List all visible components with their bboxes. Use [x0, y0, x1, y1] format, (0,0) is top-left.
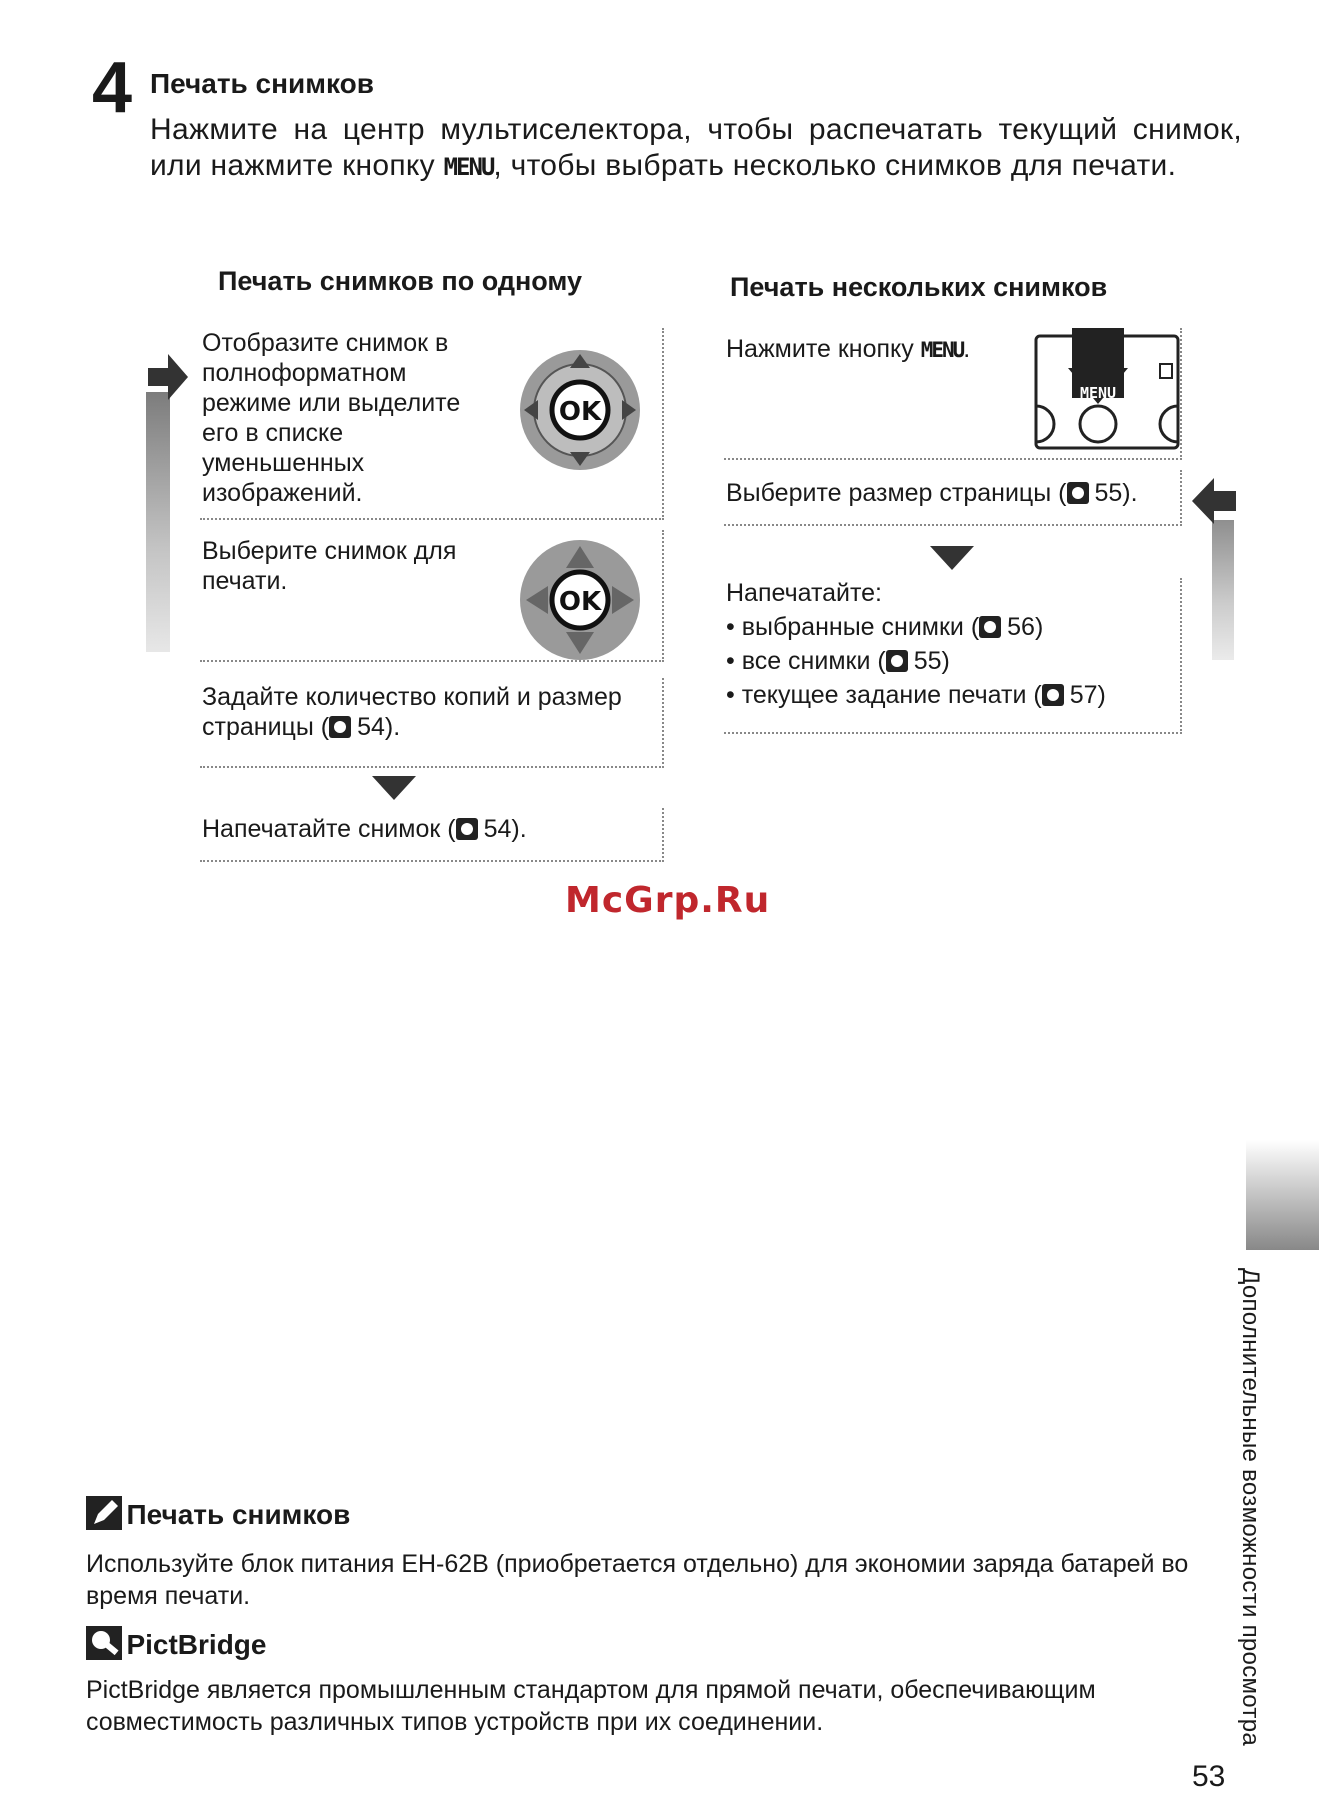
step-text-part1: Нажмите на центр мультиселектора, чтобы распечатать текущий снимок, или нажмите кнопку — [150, 113, 1242, 182]
note-print-title: Печать снимков — [126, 1499, 351, 1530]
pencil-note-icon — [86, 1496, 122, 1530]
flow-box-3 — [200, 678, 664, 768]
section-side-label: Дополнительные возможности просмотра — [1237, 1268, 1264, 1747]
multiselector-ok-icon — [518, 348, 642, 472]
flow-box-3-text — [202, 682, 622, 742]
step-number: 4 — [92, 48, 133, 128]
arrow-right-icon — [146, 352, 190, 402]
flow-box-1 — [200, 328, 664, 520]
section-tab-marker — [1246, 1140, 1319, 1250]
bullet-item: • выбранные снимки ( 56) — [726, 613, 1044, 641]
left-column-heading: Печать снимков по одному — [218, 266, 583, 296]
select-page: 55). — [1094, 479, 1138, 507]
page-reference-icon — [329, 716, 351, 738]
camera-menu-label: MENU — [1079, 384, 1117, 402]
step-text-part2: , чтобы выбрать несколько снимков для печати. — [493, 149, 1177, 182]
note-print-heading — [86, 1496, 350, 1531]
pictbridge-icon — [86, 1626, 122, 1660]
box4-text: Напечатайте снимок ( — [202, 815, 456, 843]
press-text: Нажмите кнопку — [726, 335, 921, 363]
flow-box-page-size — [724, 470, 1182, 526]
box3-page: 54). — [357, 713, 401, 741]
menu-button-label: MENU — [443, 153, 494, 181]
page-reference-icon — [886, 650, 908, 672]
flow-side-marker — [146, 392, 170, 652]
camera-menu-button-icon — [1032, 328, 1182, 454]
step-description — [150, 112, 1242, 185]
watermark: McGrp.Ru — [565, 880, 771, 921]
flow-box-2-text: Выберите снимок для печати. — [202, 537, 457, 595]
select-size-text — [726, 478, 1138, 508]
multiselector-ok-icon-2 — [518, 538, 642, 662]
step-title: Печать снимков — [150, 68, 374, 99]
press-suffix: . — [963, 335, 971, 363]
note-print-text: Используйте блок питания EH-62B (приобретается отдельно) для экономии заряда батарей во время печати. — [86, 1550, 1189, 1610]
flow-box-menu — [724, 328, 1182, 460]
note-pictbridge-text: PictBridge является промышленным стандартом для прямой печати, обеспечивающим совместимость различных типов устройств при их соединении. — [86, 1676, 1096, 1736]
loop-marker — [1212, 520, 1234, 660]
bullet-item: • все снимки ( 55) — [726, 647, 950, 675]
select-text: Выберите размер страницы ( — [726, 479, 1067, 507]
ok-label-2: OK — [558, 587, 602, 617]
down-arrow-icon-right — [930, 546, 974, 570]
press-menu-text — [726, 334, 970, 365]
flow-box-4-text — [202, 814, 527, 844]
ok-label: OK — [558, 397, 602, 427]
bullet-item: • текущее задание печати ( 57) — [726, 681, 1106, 709]
flow-box-2 — [200, 530, 664, 662]
print-label: Напечатайте: — [726, 579, 883, 607]
box3-text: Задайте количество копий и размер страницы ( — [202, 683, 622, 741]
page-number: 53 — [1192, 1760, 1226, 1793]
page-reference-icon — [456, 818, 478, 840]
page-reference-icon — [979, 616, 1001, 638]
right-column-heading: Печать нескольких снимков — [730, 272, 1108, 302]
note-pictbridge-title: PictBridge — [126, 1629, 267, 1660]
box4-page: 54). — [483, 815, 527, 843]
down-arrow-icon — [372, 776, 416, 800]
note-pictbridge-heading — [86, 1626, 266, 1661]
flow-box-1-text: Отобразите снимок в полноформатном режиме или выделите его в списке уменьшенных изображений. — [202, 329, 461, 507]
flow-box-4 — [200, 808, 664, 862]
arrow-left-icon — [1190, 476, 1240, 526]
flow-box-print — [724, 578, 1182, 734]
menu-label: MENU — [920, 338, 964, 362]
page-reference-icon — [1042, 684, 1064, 706]
page-reference-icon — [1067, 482, 1089, 504]
